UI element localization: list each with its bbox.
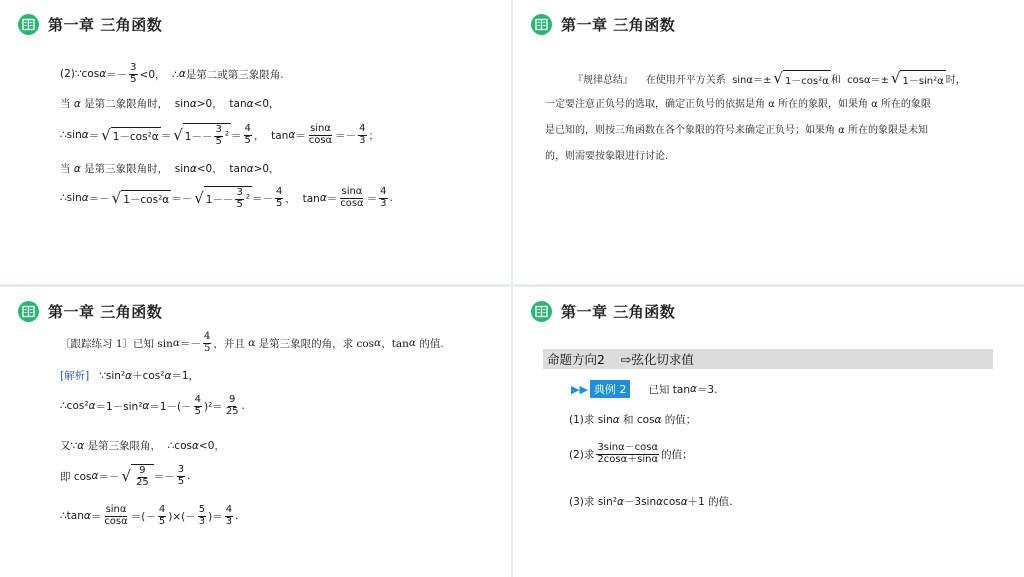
- slide-header: [18, 11, 162, 37]
- solution-line: [60, 464, 190, 488]
- square-root: [121, 464, 153, 488]
- math-text: [121, 190, 171, 207]
- fraction-numerator: 3: [177, 464, 185, 475]
- book-icon: [18, 14, 39, 35]
- fraction-numerator: 4: [244, 123, 251, 134]
- math-text: ＝－: [179, 337, 201, 350]
- fraction: [244, 124, 252, 146]
- math-text: α: [248, 337, 256, 349]
- math-text: 是第二或第三象限角.: [185, 68, 284, 81]
- slide-2: [513, 0, 1024, 284]
- fraction-numerator: 3: [130, 62, 137, 73]
- math-text: <0，: [253, 98, 280, 110]
- analysis-tag: [解析]: [60, 370, 90, 382]
- math-text: (3)求 sin²: [569, 496, 617, 508]
- book-icon: [531, 14, 552, 35]
- solution-line: [60, 438, 225, 453]
- fraction: [308, 124, 333, 146]
- math-text: [900, 70, 945, 87]
- fraction-numerator: 5: [198, 504, 206, 515]
- math-text: α: [81, 192, 89, 204]
- math-text: 是第二象限角时， sin: [80, 98, 190, 110]
- math-text: ＋1 的值.: [687, 496, 733, 508]
- fraction: [225, 395, 240, 417]
- double-arrow-icon: ▶▶: [571, 382, 588, 396]
- fraction: [135, 466, 150, 488]
- math-text: 1－cos²α: [112, 130, 159, 143]
- math-text: ， tan: [253, 129, 289, 142]
- math-text: <0， ∴: [139, 68, 179, 81]
- math-text: ＝: [231, 129, 242, 142]
- math-text: 和 cosα＝±: [830, 75, 889, 86]
- fraction-denominator: 5: [203, 342, 211, 354]
- math-text: α: [612, 413, 620, 426]
- math-text: ＝1，: [171, 370, 200, 382]
- math-text: α: [88, 400, 96, 412]
- math-text: 1－cos²α: [123, 193, 170, 206]
- fraction-numerator: 4: [380, 186, 387, 197]
- radical-sign: √: [121, 466, 131, 485]
- solution-line: [60, 63, 284, 85]
- math-text: ＝－: [335, 129, 357, 142]
- rule-summary-line: [573, 70, 966, 87]
- math-text: >0， tan: [196, 98, 247, 110]
- fraction-denominator: 5: [130, 73, 137, 85]
- fraction-denominator: 2cosα＋sinα: [597, 453, 659, 465]
- math-text: α: [73, 162, 81, 175]
- math-text: α: [191, 439, 199, 452]
- fraction: [177, 465, 185, 487]
- math-text: 即 cos: [60, 470, 92, 483]
- fraction: [203, 332, 211, 354]
- math-text: α: [83, 510, 91, 522]
- fraction-denominator: 5: [244, 134, 251, 146]
- math-text: ∴tan: [60, 510, 84, 522]
- math-text: .: [235, 510, 239, 522]
- math-text: )×(－: [168, 510, 196, 523]
- math-text: ＝1－sin²: [95, 400, 143, 413]
- math-text: α: [81, 129, 89, 141]
- math-text: α: [656, 495, 664, 508]
- slide-1: [0, 0, 511, 284]
- math-text: ＝－: [171, 192, 193, 205]
- fraction-numerator: 4: [359, 123, 366, 134]
- math-text: (2)∵cos: [60, 68, 100, 80]
- math-text: 〔跟踪练习 1〕已知 sin: [60, 337, 173, 350]
- fraction-denominator: 3: [225, 515, 233, 527]
- example-badge: 典例 2: [590, 380, 631, 398]
- math-text: ＋cos²: [132, 370, 165, 382]
- fraction-numerator: sinα: [309, 123, 331, 134]
- fraction: [339, 187, 364, 209]
- math-text: )＝: [208, 510, 223, 523]
- fraction-denominator: 5: [177, 475, 185, 487]
- math-text: 1－－: [205, 193, 234, 206]
- math-text: ∵sin²: [89, 369, 126, 382]
- math-text: ＝(－: [130, 510, 156, 523]
- fraction-numerator: 4: [225, 504, 233, 515]
- book-icon: [531, 301, 552, 322]
- math-text: ＝－: [88, 192, 110, 205]
- fraction-denominator: 25: [225, 405, 239, 417]
- math-text: [783, 70, 831, 87]
- math-text: ∴sin: [60, 192, 82, 204]
- solution-line: [60, 96, 280, 111]
- fraction: [596, 443, 659, 465]
- math-text: ²: [245, 193, 251, 205]
- math-text: α: [288, 129, 296, 141]
- square-root: [773, 70, 830, 87]
- fraction: [158, 505, 166, 527]
- math-text: ＝－: [252, 192, 274, 205]
- fraction-denominator: 3: [198, 515, 206, 527]
- question-line: [569, 412, 696, 427]
- math-text: α: [189, 97, 197, 110]
- math-text: ，并且: [213, 337, 249, 350]
- fraction: [214, 125, 222, 147]
- fraction: [129, 63, 137, 85]
- math-text: 和 cos: [619, 414, 655, 426]
- math-text: ＝1－(－: [149, 400, 192, 413]
- fraction-numerator: 3sinα－cosα: [597, 442, 659, 453]
- radical-sign: √: [111, 188, 122, 207]
- fraction-denominator: cosα: [104, 515, 128, 527]
- slide-header: [531, 298, 675, 324]
- fraction: [275, 187, 283, 209]
- math-text: .: [241, 400, 245, 412]
- example-line: [571, 380, 717, 398]
- chapter-title: 第一章 三角函数: [48, 15, 163, 34]
- math-text: )²＝: [204, 400, 223, 413]
- math-text: ＝3.: [696, 383, 718, 396]
- solution-line: [60, 395, 245, 417]
- fraction-numerator: 3: [236, 187, 243, 198]
- math-text: (2)求: [569, 448, 595, 461]
- square-root: [112, 190, 172, 207]
- math-text: .: [389, 192, 393, 204]
- square-root: [101, 127, 161, 144]
- slide-header: [531, 11, 675, 37]
- solution-line: [60, 186, 393, 210]
- fraction-numerator: 4: [158, 504, 166, 515]
- fraction-denominator: 5: [276, 197, 283, 209]
- fraction: [379, 187, 387, 209]
- fraction-numerator: sinα: [105, 504, 127, 515]
- fraction-numerator: 9: [228, 394, 236, 405]
- fraction-denominator: cosα: [340, 197, 364, 209]
- math-text: ＝－: [98, 470, 120, 483]
- math-text: >0，: [253, 163, 280, 175]
- math-text: ＝: [366, 192, 378, 205]
- math-text: 时，: [945, 75, 966, 86]
- fraction: [358, 124, 366, 146]
- math-text: ＝: [326, 192, 338, 205]
- solution-line: [60, 505, 238, 527]
- math-text: ＝: [88, 129, 100, 142]
- math-text: .: [187, 470, 191, 482]
- radical-sign: √: [773, 69, 783, 87]
- fraction-numerator: sinα: [341, 186, 363, 197]
- solution-line: [60, 161, 280, 176]
- fraction: [235, 188, 243, 210]
- math-text: －3sin: [623, 496, 657, 508]
- math-text: α: [374, 337, 382, 349]
- math-text: α: [73, 97, 81, 110]
- math-text: [131, 464, 154, 488]
- math-text: 的值.: [415, 337, 444, 350]
- math-text: ∴cos²: [60, 400, 89, 412]
- math-text: α: [164, 369, 172, 382]
- fraction-denominator: 3: [359, 134, 366, 146]
- fraction-denominator: 5: [194, 405, 201, 417]
- chapter-title: 第一章 三角函数: [561, 302, 676, 321]
- square-root: [194, 186, 252, 210]
- fraction-denominator: 5: [158, 515, 166, 527]
- math-text: 『规律总结』 在使用开平方关系 sinα＝±: [573, 75, 772, 86]
- fraction-denominator: 5: [236, 198, 243, 210]
- question-line: [569, 494, 733, 509]
- radical-sign: √: [194, 188, 204, 207]
- slide-header: [18, 298, 162, 324]
- math-text: 已知 tan: [638, 383, 690, 396]
- math-text: <0，: [198, 440, 225, 452]
- fraction: [225, 505, 233, 527]
- math-text: ；: [368, 129, 380, 142]
- math-text: ∴sin: [60, 129, 82, 141]
- fraction-numerator: 4: [276, 186, 283, 197]
- math-text: [183, 123, 231, 147]
- math-text: α: [99, 68, 107, 80]
- math-text: ＝: [160, 129, 172, 142]
- math-text: 又∵: [60, 440, 78, 452]
- math-text: ＝: [90, 510, 102, 523]
- math-text: 的值；: [661, 448, 693, 461]
- math-text: 是第三象限的角，求 cos: [255, 337, 375, 350]
- radical-sign: √: [173, 125, 183, 144]
- fraction-denominator: 5: [215, 135, 222, 147]
- math-text: ＝－: [106, 68, 128, 81]
- fraction-numerator: 4: [203, 331, 211, 342]
- math-text: α: [91, 470, 99, 482]
- math-text: cos: [663, 495, 681, 508]
- book-icon: [18, 301, 39, 322]
- square-root: [173, 123, 231, 147]
- math-text: 是第三象限角时， sin: [80, 163, 190, 175]
- math-text: α: [680, 495, 688, 508]
- slide-3: [0, 287, 511, 577]
- math-text: <0， tan: [196, 163, 247, 175]
- math-text: ²: [224, 130, 230, 142]
- fraction-denominator: 3: [380, 197, 387, 209]
- solution-line: [60, 123, 379, 147]
- math-text: 当: [60, 163, 74, 175]
- fraction-numerator: 9: [139, 465, 146, 476]
- chapter-title: 第一章 三角函数: [561, 15, 676, 34]
- math-text: (1)求 sin: [569, 414, 613, 426]
- math-text: [204, 186, 252, 210]
- math-text: α: [246, 97, 254, 110]
- fraction: [194, 395, 202, 417]
- rule-summary-body: 一定要注意正负号的选取，确定正负号的依据是角 α 所在的象限，如果角 α 所在的象限 是已知的，则按三角函数在各个象限的符号来确定正负号；如果角 α 所在的象限是未知 的，则需要按象限进行讨论.: [545, 99, 931, 162]
- math-text: 1－cos²α: [784, 76, 829, 87]
- fraction-numerator: 3: [215, 124, 222, 135]
- math-text: ， tan: [285, 192, 320, 205]
- math-text: 的值；: [661, 414, 697, 426]
- math-text: α: [408, 337, 416, 349]
- math-text: α: [125, 369, 133, 382]
- math-text: 1－－: [184, 130, 213, 143]
- math-text: [111, 127, 161, 144]
- math-text: α: [189, 162, 197, 175]
- solution-line: [60, 368, 199, 383]
- fraction: [198, 505, 206, 527]
- math-text: ＝－: [153, 470, 175, 483]
- math-text: α: [77, 439, 85, 452]
- square-root: [891, 70, 946, 87]
- math-text: α: [654, 413, 662, 426]
- fraction-numerator: 4: [194, 394, 201, 405]
- fraction-denominator: 25: [136, 476, 149, 488]
- math-text: 是第三象限角， ∴cos: [84, 440, 192, 452]
- math-text: α: [616, 495, 624, 508]
- math-text: α: [246, 162, 254, 175]
- math-text: 1－sin²α: [902, 76, 944, 87]
- math-text: 当: [60, 98, 74, 110]
- slide-4: [513, 287, 1024, 577]
- fraction: [103, 505, 128, 527]
- math-text: α: [142, 400, 150, 412]
- chapter-title: 第一章 三角函数: [48, 302, 163, 321]
- question-line: [569, 443, 693, 465]
- radical-sign: √: [890, 69, 901, 87]
- math-text: ＝: [295, 129, 306, 142]
- radical-sign: √: [101, 125, 111, 144]
- math-text: α: [172, 337, 180, 349]
- topic-direction-bar: 命题方向2 ⇨弦化切求值: [543, 349, 993, 369]
- math-text: α: [319, 192, 327, 204]
- fraction-denominator: cosα: [308, 134, 333, 146]
- exercise-line: [60, 332, 444, 354]
- math-text: α: [178, 68, 186, 80]
- math-text: 、tan: [381, 337, 409, 350]
- math-text: α: [689, 383, 697, 395]
